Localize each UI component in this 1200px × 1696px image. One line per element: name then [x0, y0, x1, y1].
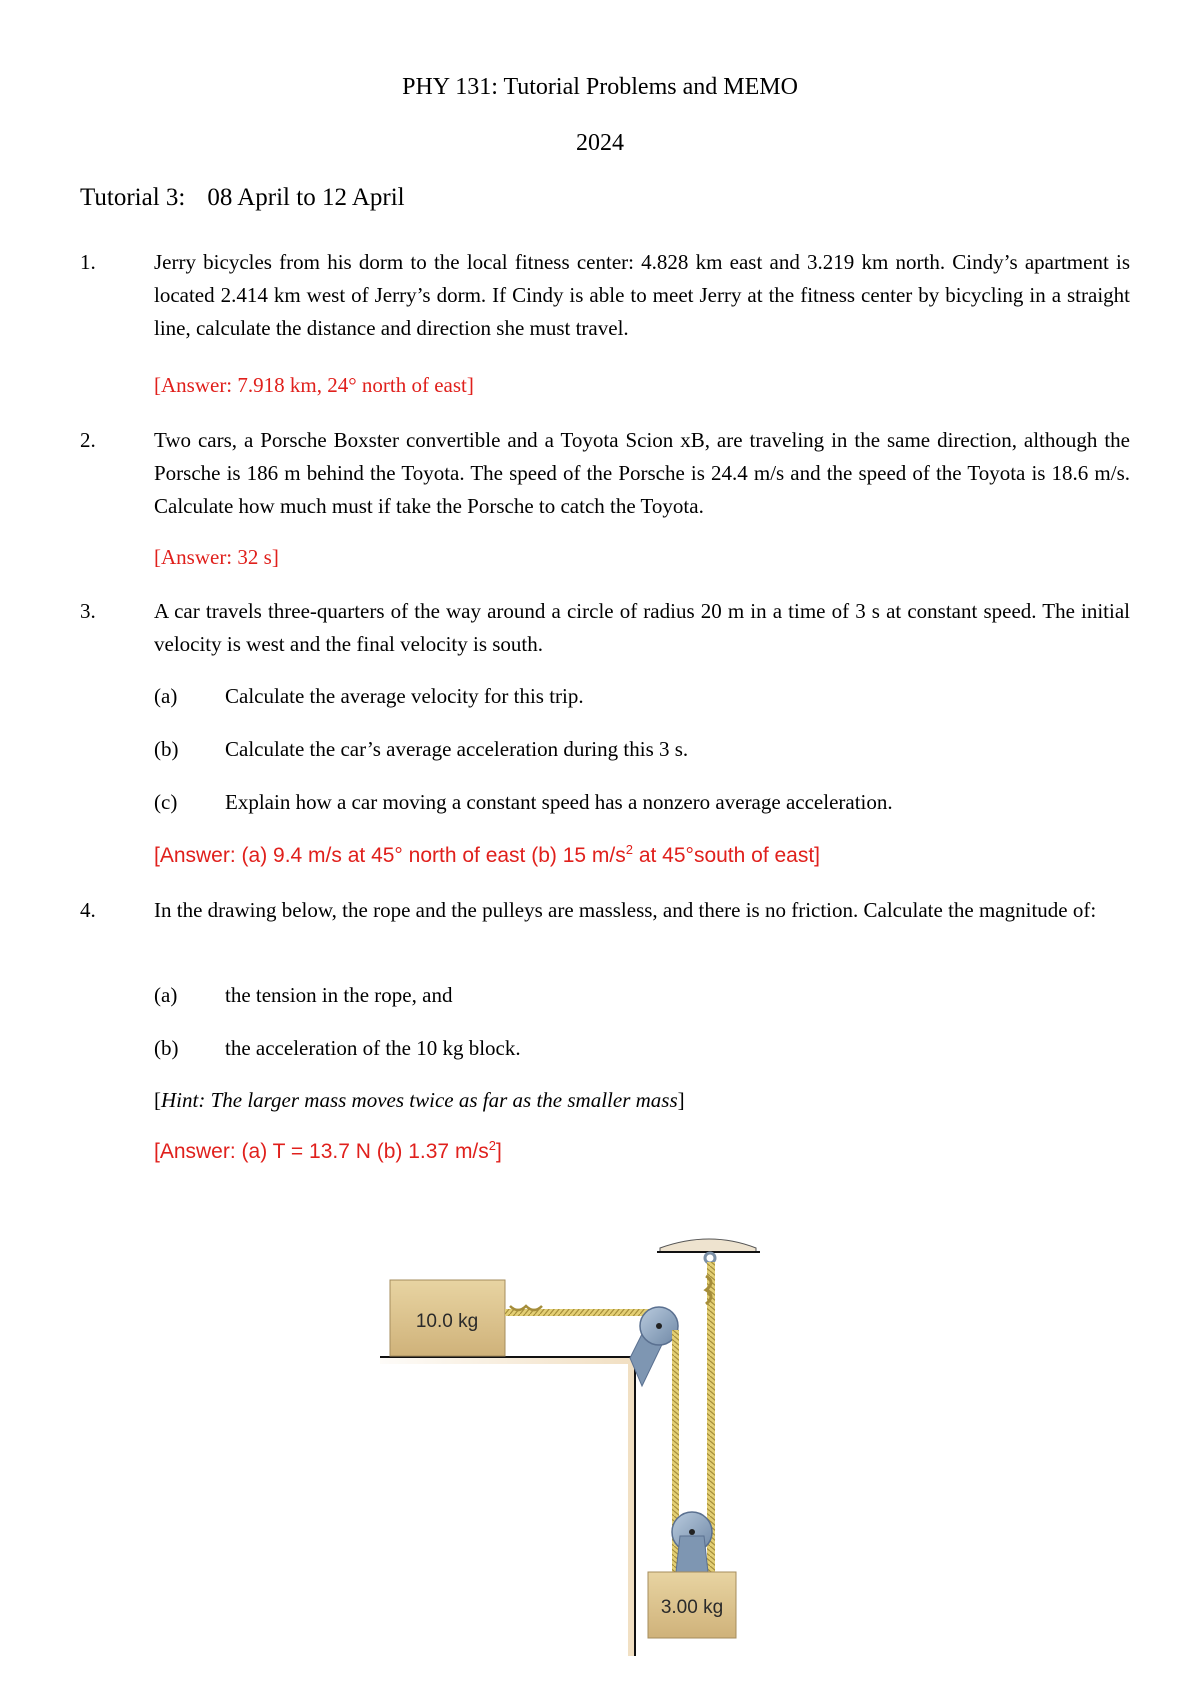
table-pulley-axle	[656, 1323, 662, 1329]
problem-4-answer-main: [Answer: (a) T = 13.7 N (b) 1.37 m/s	[154, 1140, 489, 1163]
problem-3-part-b-text: Calculate the car’s average acceleration during this 3 s.	[225, 737, 689, 761]
hint-text: Hint: The larger mass moves twice as far as the smaller mass	[161, 1088, 678, 1112]
problem-3-answer-tail: at 45°south of east]	[633, 844, 821, 867]
problem-3-part-c-label: (c)	[154, 790, 178, 814]
ceiling-hook	[705, 1253, 715, 1263]
problem-4-answer	[154, 1140, 502, 1164]
problem-1-text: Jerry bicycles from his dorm to the local fitness center: 4.828 km east and 3.219 km north. Cindy’s apartment is located 2.414 km west of Jerry’s dorm. If Cindy is able to meet Jerry at the fitness center by bicycling in a straight line, calculate the distance and direction she must travel.	[154, 250, 1130, 340]
problem-4-part-a-label: (a)	[154, 983, 178, 1007]
problem-4-hint	[154, 1088, 685, 1113]
problem-3-answer	[154, 844, 820, 868]
rope-horizontal-segment	[505, 1309, 660, 1316]
block-3kg-label: 3.00 kg	[660, 1597, 724, 1618]
problem-4-answer-superscript: 2	[488, 1138, 497, 1153]
document-year: 2024	[576, 130, 624, 156]
block-10kg-label: 10.0 kg	[415, 1311, 479, 1332]
problem-2-answer: [Answer: 32 s]	[154, 545, 279, 569]
hint-open-bracket: [	[154, 1088, 161, 1112]
tutorial-dates: 08 April to 12 April	[207, 184, 405, 211]
problem-3-text: A car travels three-quarters of the way around a circle of radius 20 m in a time of 3 s at constant speed. The initial velocity is west and the final velocity is south.	[154, 599, 1130, 656]
problem-4-text: In the drawing below, the rope and the pulleys are massless, and there is no friction. Calculate the magnitude of:	[154, 898, 1097, 922]
table-surface	[380, 1356, 635, 1656]
problem-3-part-a-text: Calculate the average velocity for this trip.	[225, 684, 584, 708]
problem-3-answer-main: [Answer: (a) 9.4 m/s at 45° north of east (b) 15 m/s	[154, 844, 626, 867]
problem-3-part-c-text: Explain how a car moving a constant speed has a nonzero average acceleration.	[225, 790, 893, 814]
problem-3-number: 3.	[80, 599, 96, 623]
problem-4-part-b-label: (b)	[154, 1036, 179, 1060]
problem-2-text: Two cars, a Porsche Boxster convertible and a Toyota Scion xB, are traveling in the same direction, although the Porsche is 186 m behind the Toyota. The speed of the Porsche is 24.4 m/s and the speed of the Toyota is 18.6 m/s. Calculate how much must if take the Porsche to catch the Toyota.	[154, 428, 1130, 518]
hanging-pulley-axle	[689, 1529, 695, 1535]
pulley-diagram	[380, 1236, 820, 1676]
problem-4-answer-tail: ]	[496, 1140, 502, 1163]
tutorial-label: Tutorial 3:	[80, 184, 186, 211]
problem-1-number: 1.	[80, 250, 96, 274]
tutorial-heading	[80, 184, 405, 212]
hanging-pulley-bracket	[676, 1536, 708, 1572]
ceiling-mount	[660, 1239, 756, 1252]
document-title: PHY 131: Tutorial Problems and MEMO	[402, 74, 798, 100]
problem-3-part-b-label: (b)	[154, 737, 179, 761]
hint-close-bracket: ]	[677, 1088, 685, 1112]
problem-4-part-b-text: the acceleration of the 10 kg block.	[225, 1036, 521, 1060]
problem-2-number: 2.	[80, 428, 96, 452]
problem-4-part-a-text: the tension in the rope, and	[225, 983, 453, 1007]
problem-3-part-a-label: (a)	[154, 684, 178, 708]
problem-3-answer-superscript: 2	[625, 842, 633, 857]
problem-4-number: 4.	[80, 898, 96, 922]
problem-1-answer: [Answer: 7.918 km, 24° north of east]	[154, 373, 474, 397]
